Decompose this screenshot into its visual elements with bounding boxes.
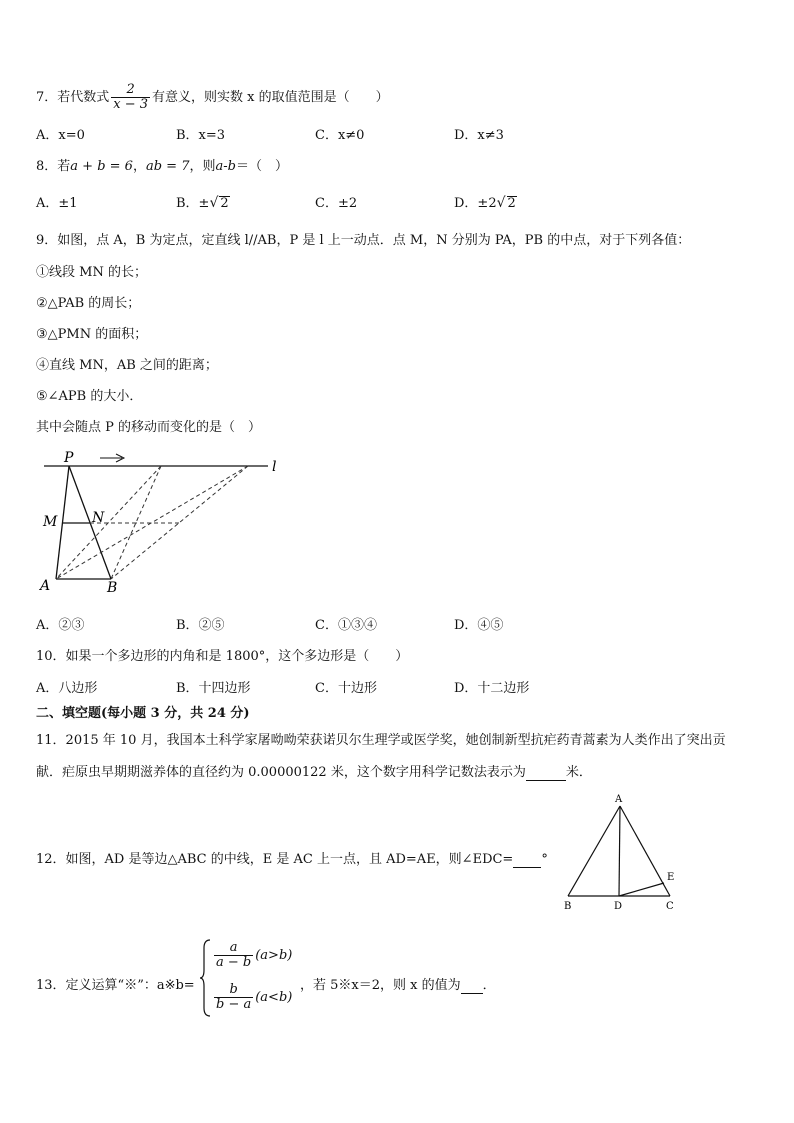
label-m: M xyxy=(43,514,58,530)
q7-option-b[interactable]: B．x=3 xyxy=(176,128,226,143)
q8-sep1: ， xyxy=(132,159,146,174)
q9-item-1: ①线段 MN 的长； xyxy=(36,265,147,280)
label-d: D xyxy=(614,901,623,912)
q8-option-a[interactable]: A．±1 xyxy=(36,196,78,211)
q10-option-d[interactable]: D．十二边形 xyxy=(454,681,530,696)
q9-option-b[interactable]: B．②⑤ xyxy=(176,618,225,633)
q9-item-4: ④直线 MN，AB 之间的距离； xyxy=(36,358,218,373)
label-l: l xyxy=(272,459,277,475)
q8-option-b-radicand: 2 xyxy=(220,196,229,211)
label-a: A xyxy=(40,578,51,594)
q13-case2-cond: (a<b) xyxy=(255,990,293,1005)
q8-eq2: ab = 7 xyxy=(145,159,190,174)
label-b: B xyxy=(107,580,118,596)
q13-case2-frac xyxy=(214,983,253,1012)
q12-figure xyxy=(558,790,688,916)
label-b: B xyxy=(564,901,572,912)
q13-suffix-text: ，若 5※x＝2，则 x 的值为 xyxy=(300,978,461,993)
q8-option-b-text: B．± xyxy=(176,196,210,211)
median-ad xyxy=(619,806,620,896)
q8-eq1: a + b = 6 xyxy=(70,159,133,174)
q13-suffix xyxy=(300,974,496,994)
q13-case2-num: b xyxy=(229,982,238,997)
q8-option-c[interactable]: C．±2 xyxy=(315,196,358,211)
q13-case1-cond: (a>b) xyxy=(255,948,293,963)
label-n: N xyxy=(92,510,105,526)
q10-stem: 10．如果一个多边形的内角和是 1800°，这个多边形是（ ） xyxy=(36,649,409,664)
q7-suffix: 有意义，则实数 x 的取值范围是（ ） xyxy=(152,90,389,105)
side-ab xyxy=(568,806,620,896)
q11-line2-text: 献．疟原虫早期期滋养体的直径约为 0.00000122 米，这个数字用科学记数法表示为 xyxy=(36,765,526,780)
q7-frac-den: x − 3 xyxy=(113,97,149,112)
q7-stem xyxy=(36,80,389,116)
q9-figure xyxy=(36,446,296,596)
q11-line1: 11．2015 年 10 月，我国本土科学家屠呦呦荣获诺贝尔生理学或医学奖，她创制新型抗疟药青蒿素为人类作出了突出贡 xyxy=(36,733,726,748)
q9-item-2: ②△PAB 的周长； xyxy=(36,296,141,311)
label-c: C xyxy=(666,901,674,912)
sqrt-icon: √ xyxy=(496,195,506,211)
q13-answer-blank[interactable] xyxy=(461,978,483,994)
q8-prefix: 8．若 xyxy=(36,159,71,174)
label-e: E xyxy=(667,872,675,883)
q13-end: ． xyxy=(482,978,496,993)
q7-prefix: 7．若代数式 xyxy=(36,90,110,105)
q13-case1-den: a − b xyxy=(216,955,252,970)
q12-unit: ° xyxy=(541,852,548,867)
side-ac xyxy=(620,806,670,896)
q8-option-d[interactable] xyxy=(454,192,517,211)
q11-line2 xyxy=(36,761,592,781)
q7-fraction xyxy=(111,83,150,112)
section-title: 二、填空题(每小题 3 分，共 24 分) xyxy=(36,706,250,721)
q13-case2-den: b − a xyxy=(216,997,252,1012)
q8-suffix: ＝（ ） xyxy=(235,159,288,174)
label-a: A xyxy=(615,794,623,805)
q9-option-d[interactable]: D．④⑤ xyxy=(454,618,504,633)
q13-case1 xyxy=(212,941,292,970)
q13-prefix: 13．定义运算“※”：a※b= xyxy=(36,978,195,993)
q11-answer-blank[interactable] xyxy=(526,765,566,781)
q13-case1-frac xyxy=(214,941,253,970)
q11-line2-end: 米． xyxy=(565,765,592,780)
q8-option-b[interactable] xyxy=(176,192,230,211)
q7-option-d[interactable]: D．x≠3 xyxy=(454,128,504,143)
q7-option-c[interactable]: C．x≠0 xyxy=(315,128,365,143)
q12-stem-text: 12．如图，AD 是等边△ABC 的中线，E 是 AC 上一点，且 AD=AE，则∠EDC= xyxy=(36,852,514,867)
q9-item-5: ⑤∠APB 的大小． xyxy=(36,389,143,404)
q9-stem: 9．如图，点 A，B 为定点，定直线 l//AB，P 是 l 上一动点．点 M，N 分别为 PA，PB 的中点，对于下列各值： xyxy=(36,233,691,248)
q10-option-c[interactable]: C．十边形 xyxy=(315,681,377,696)
q12-stem xyxy=(36,848,548,868)
q7-frac-num: 2 xyxy=(126,82,135,97)
segment-de xyxy=(619,883,664,896)
q8-sep2: ，则 xyxy=(189,159,216,174)
q9-option-c[interactable]: C．①③④ xyxy=(315,618,377,633)
q8-option-d-radicand: 2 xyxy=(507,196,516,211)
q9-question: 其中会随点 P 的移动而变化的是（ ） xyxy=(36,420,262,435)
q7-option-a[interactable]: A．x=0 xyxy=(36,128,85,143)
q13-case1-num: a xyxy=(229,940,238,955)
q10-option-a[interactable]: A．八边形 xyxy=(36,681,98,696)
q8-stem xyxy=(36,155,288,174)
q8-option-d-text: D．±2 xyxy=(454,196,497,211)
q13-case2 xyxy=(212,983,292,1012)
q9-option-a[interactable]: A．②③ xyxy=(36,618,85,633)
label-p: P xyxy=(64,450,74,466)
q10-option-b[interactable]: B．十四边形 xyxy=(176,681,251,696)
left-brace-icon xyxy=(200,938,212,1018)
q9-item-3: ③△PMN 的面积； xyxy=(36,327,148,342)
sqrt-icon: √ xyxy=(209,195,219,211)
q12-answer-blank[interactable] xyxy=(513,852,541,868)
q8-eq3: a-b xyxy=(215,159,236,174)
